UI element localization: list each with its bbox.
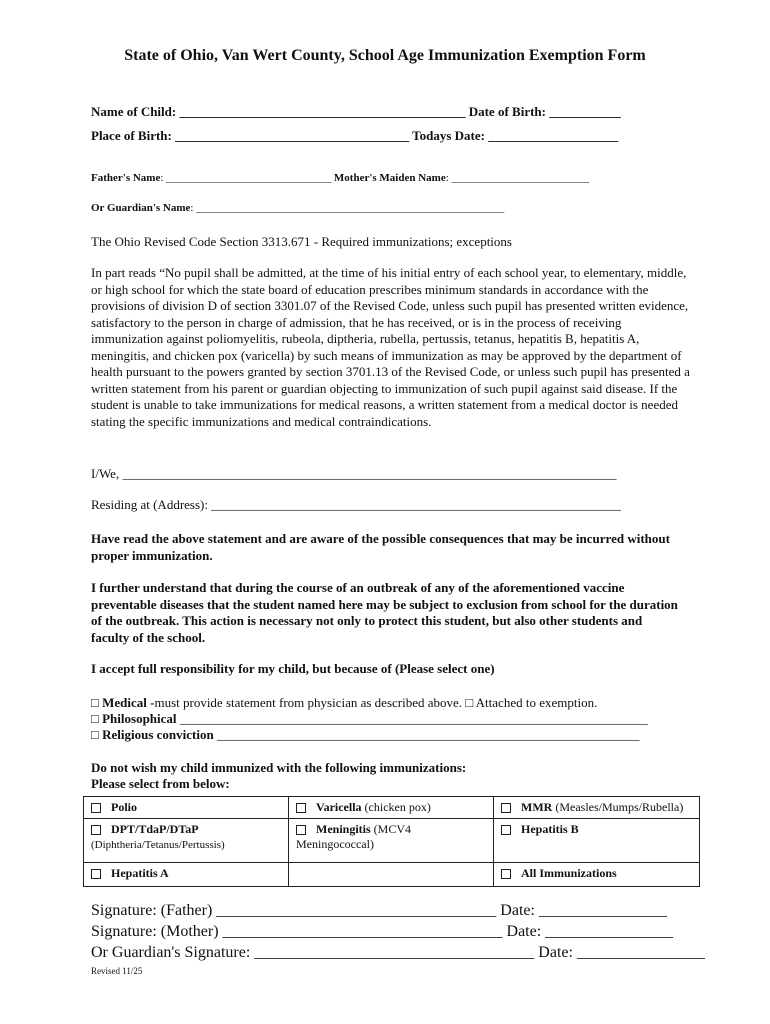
varicella-note: (chicken pox) — [361, 800, 431, 814]
guardian-signature-line[interactable]: Or Guardian's Signature: ___________________________________ Date: ________________ — [91, 944, 705, 961]
religious-checkbox[interactable]: □ — [91, 727, 99, 742]
father-name-field[interactable] — [91, 172, 589, 184]
varicella-label: Varicella — [316, 800, 362, 814]
father-name-label: Father's Name — [91, 172, 161, 184]
polio-label: Polio — [111, 800, 137, 814]
hepa-checkbox[interactable] — [91, 869, 101, 879]
dpt-checkbox[interactable] — [91, 825, 101, 835]
hepa-cell[interactable] — [84, 863, 289, 887]
mother-signature-line[interactable]: Signature: (Mother) ___________________________________ Date: ________________ — [91, 923, 674, 940]
guardian-name-label: Or Guardian's Name — [91, 202, 191, 214]
polio-cell[interactable] — [84, 797, 289, 819]
place-of-birth-date-line[interactable]: Place of Birth: ____________________________________ Todays Date: ____________________ — [91, 128, 619, 143]
mother-name-label: Mother's Maiden Name — [333, 172, 446, 184]
medical-checkbox[interactable]: □ — [91, 695, 99, 710]
empty-cell — [289, 863, 494, 887]
philosophical-checkbox[interactable]: □ — [91, 711, 99, 726]
hepb-cell[interactable] — [494, 819, 700, 863]
dpt-note: (Diphtheria/Tetanus/Pertussis) — [91, 839, 225, 851]
immunization-table — [83, 796, 700, 887]
meningitis-label: Meningitis — [316, 822, 371, 836]
philosophical-label: Philosophical — [102, 711, 177, 726]
all-immunizations-cell[interactable] — [494, 863, 700, 887]
accept-responsibility: I accept full responsibility for my child, but because of (Please select one) — [91, 661, 495, 676]
medical-label: Medical - — [102, 695, 155, 710]
dpt-cell[interactable] — [84, 819, 289, 863]
mmr-note: (Measles/Mumps/Rubella) — [552, 800, 684, 814]
varicella-cell[interactable] — [289, 797, 494, 819]
mmr-cell[interactable] — [494, 797, 700, 819]
iwe-line[interactable]: I/We, ____________________________________________________________________________ — [91, 466, 617, 481]
statute-paragraph: In part reads “No pupil shall be admitted, at the time of his initial entry of each school year, to elementary, middle, or high school for which the state board of education prescribes minimum standards in accordance with the provisions of division D of section 3301.07 of the Revised Code, unless such pupil has presented written evidence, satisfactory to the person in charge of admission, that he has received, or is in the process of receiving immunization against poliomyelitis, rubeola, diptheria, rubella, pertussis, tetanus, hepatitis B, hepatitis A, meningitis, and chicken pox (varicella) by such means of immunization as may be approved by the department of health pursuant to the powers granted by section 3701.13 of the Revised Code, or unless such pupil has presented a written statement from his parent or guardian objecting to immunization of such pupil against said disease. If the student is unable to take immunizations for medical reasons, a written statement from a medical doctor is needed stating the specific immunizations and medical contraindications. — [91, 265, 690, 429]
mmr-label: MMR — [521, 800, 553, 814]
philosophical-option[interactable] — [91, 711, 648, 727]
hepb-label: Hepatitis B — [521, 822, 579, 836]
religious-line: _________________________________________________________________ — [213, 727, 640, 742]
meningitis-cell[interactable] — [289, 819, 494, 863]
all-immunizations-label: All Immunizations — [521, 866, 617, 880]
polio-checkbox[interactable] — [91, 803, 101, 813]
meningitis-checkbox[interactable] — [296, 825, 306, 835]
father-name-line: : ______________________________ — [160, 172, 332, 184]
all-immunizations-checkbox[interactable] — [501, 869, 511, 879]
guardian-name-field[interactable] — [91, 202, 504, 214]
medical-text: must provide statement from physician as described above. □ Attached to exemption. — [154, 695, 598, 710]
child-name-dob-line[interactable]: Name of Child: ____________________________________________ Date of Birth: ___________ — [91, 104, 621, 119]
mmr-checkbox[interactable] — [501, 803, 511, 813]
revision-note: Revised 11/25 — [91, 966, 143, 976]
dpt-label: DPT/TdaP/DTaP — [111, 822, 199, 836]
father-signature-line[interactable]: Signature: (Father) ___________________________________ Date: ________________ — [91, 902, 667, 919]
form-title: State of Ohio, Van Wert County, School Age Immunization Exemption Form — [124, 47, 646, 64]
hepa-label: Hepatitis A — [111, 866, 169, 880]
outbreak-statement: I further understand that during the course of an outbreak of any of the aforementioned vaccine preventable diseases that the student named here may be subject to exclusion from school for the duration of the outbreak. This action is necessary not only to protect this student, but also other students and faculty of the school. — [91, 580, 678, 645]
meningitis-note-1: (MCV4 — [370, 822, 412, 836]
meningitis-note-2: Meningococcal) — [296, 837, 374, 851]
hepb-checkbox[interactable] — [501, 825, 511, 835]
code-reference: The Ohio Revised Code Section 3313.671 - Required immunizations; exceptions — [91, 234, 512, 249]
guardian-name-line: : ________________________________________________________ — [190, 202, 505, 214]
residing-address-line[interactable]: Residing at (Address): _______________________________________________________________ — [91, 497, 621, 512]
religious-option[interactable] — [91, 727, 639, 743]
mother-name-line: : _________________________ — [445, 172, 590, 184]
religious-label: Religious conviction — [102, 727, 214, 742]
please-select-heading: Please select from below: — [91, 776, 230, 791]
varicella-checkbox[interactable] — [296, 803, 306, 813]
medical-option[interactable] — [91, 695, 597, 711]
do-not-wish-heading: Do not wish my child immunized with the following immunizations: — [91, 760, 467, 775]
philosophical-line: ________________________________________________________________________ — [176, 711, 648, 726]
acknowledgement-statement: Have read the above statement and are aware of the possible consequences that may be incurred without proper immunization. — [91, 531, 670, 563]
